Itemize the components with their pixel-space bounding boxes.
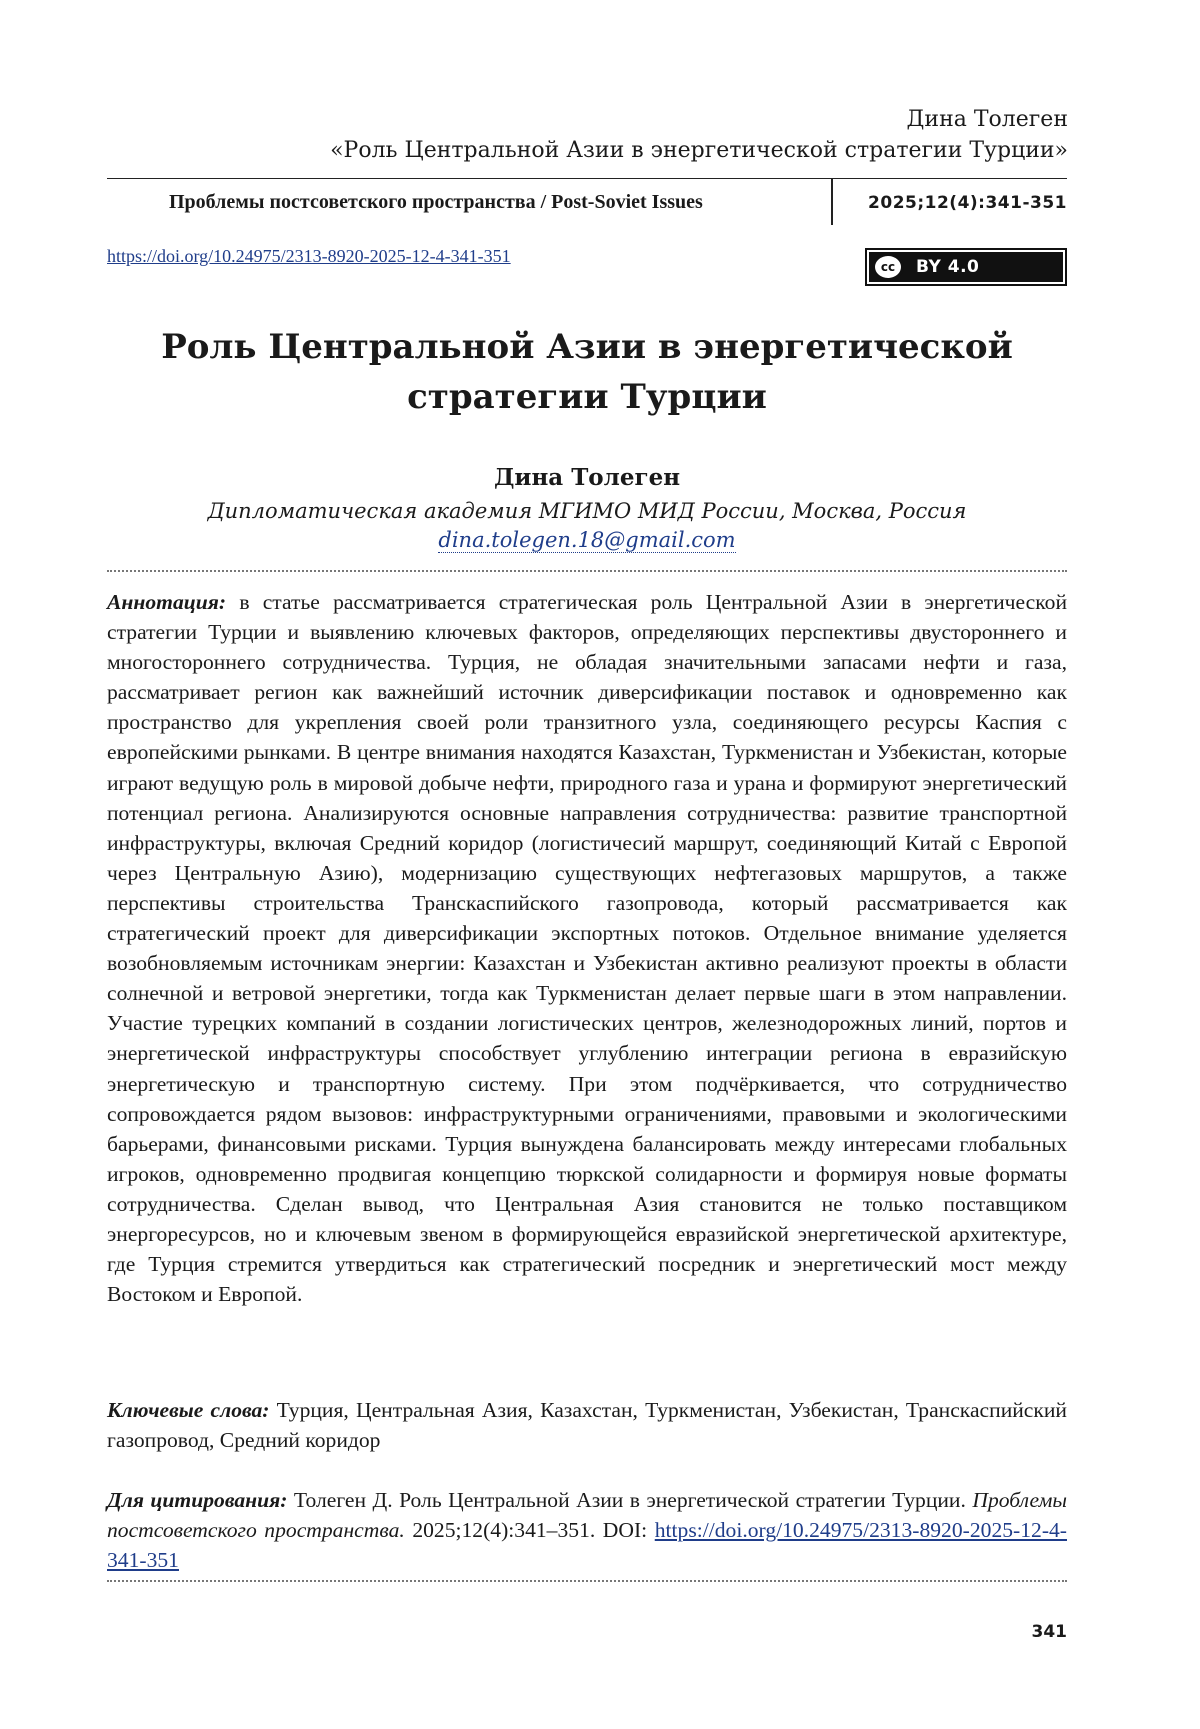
- citation: [107, 1485, 1067, 1575]
- article-title: [107, 322, 1067, 422]
- license-text: BY 4.0: [916, 257, 980, 277]
- keywords-label: Ключевые слова:: [107, 1398, 270, 1422]
- cc-license-badge[interactable]: [865, 248, 1067, 286]
- author-email-line: [107, 528, 1067, 552]
- citation-doi-link[interactable]: https://doi.org/10.24975/2313-8920-2025-12-4-341-351: [107, 1518, 1067, 1573]
- citation-text-after: 2025;12(4):341–351. DOI:: [412, 1518, 648, 1543]
- author-email-link[interactable]: dina.tolegen.18@gmail.com: [438, 528, 736, 552]
- cc-icon: cc: [872, 253, 904, 281]
- article-title-line-2: стратегии Турции: [407, 377, 767, 417]
- dotted-divider-bottom: [107, 1580, 1067, 1582]
- article-title-line-1: Роль Центральной Азии в энергетической: [161, 327, 1013, 367]
- citation-text-before: Толеген Д. Роль Центральной Азии в энергетической стратегии Турции.: [293, 1488, 966, 1512]
- author-name: Дина Толеген: [493, 464, 681, 491]
- journal-issue: 2025;12(4):341-351: [868, 193, 1067, 213]
- author-affiliation: Дипломатическая академия МГИМО МИД России, Москва, Россия: [207, 499, 967, 523]
- running-head-author: Дина Толеген: [906, 107, 1068, 132]
- journal-divider: [831, 179, 833, 225]
- doi-link[interactable]: https://doi.org/10.24975/2313-8920-2025-12-4-341-351: [107, 246, 511, 266]
- abstract-text: в статье рассматривается стратегическая роль Центральной Азии в энергетической стратегии Турции и выявлению ключевых факторов, определяющих перспективы двустороннего и многостороннего сотрудничества. Турция, не обладая значительными запасами нефти и газа, рассматривает регион как важнейший источник диверсификации поставок и одновременно как пространство для укрепления своей роли транзитного узла, соединяющего ресурсы Каспия с европейскими рынками. В центре внимания находятся Казахстан, Туркменистан и Узбекистан, которые играют ведущую роль в мировой добыче нефти, природного газа и урана и формируют энергетический потенциал региона. Анализируются основные направления сотрудничества: развитие транспортной инфраструктуры, включая Средний коридор (логистичесий маршрут, соединяющий Китай с Европой через Центральную Азию), модернизацию существующих нефтегазовых маршрутов, а также перспективы строительства Транскаспийского газопровода, который рассматривается как стратегический проект для диверсификации экспортных потоков. Отдельное внимание уделяется возобновляемым источникам энергии: Казахстан и Узбекистан активно реализуют проекты в области солнечной и ветровой энергетики, тогда как Туркменистан делает первые шаги в этом направлении. Участие турецких компаний в создании логистических центров, железнодорожных линий, портов и энергетической инфраструктуры способствует углублению интеграции региона в евразийскую энергетическую и транспортную систему. При этом подчёркивается, что сотрудничество сопровождается рядом вызовов: инфраструктурными ограничениями, правовыми и экологическими барьерами, финансовыми рисками. Турция вынуждена балансировать между интересами глобальных игроков, одновременно продвигая концепцию тюркской солидарности и формируя новые форматы сотрудничества. Сделан вывод, что Центральная Азия становится не только поставщиком энергоресурсов, но и ключевым звеном в формирующейся евразийской энергетической архитектуре, где Турция стремится утвердиться как стратегический посредник и энергетический мост между Востоком и Европой.: [107, 590, 1067, 1307]
- abstract: [107, 587, 1067, 1309]
- running-head: [330, 104, 1068, 166]
- citation-label: Для цитирования:: [107, 1488, 288, 1512]
- dotted-divider-top: [107, 570, 1067, 572]
- abstract-label: Аннотация:: [107, 590, 227, 614]
- citation-journal: Проблемы постсоветского пространства.: [107, 1488, 1067, 1543]
- journal-name: Проблемы постсоветского пространства / Post-Soviet Issues: [169, 191, 703, 213]
- keywords: [107, 1395, 1067, 1455]
- keywords-text: Турция, Центральная Азия, Казахстан, Туркменистан, Узбекистан, Транскаспийский газопровод, Средний коридор: [107, 1398, 1067, 1453]
- running-head-title: «Роль Центральной Азии в энергетической стратегии Турции»: [330, 138, 1068, 163]
- page-number: 341: [1031, 1622, 1067, 1642]
- journal-bar: [107, 178, 1067, 227]
